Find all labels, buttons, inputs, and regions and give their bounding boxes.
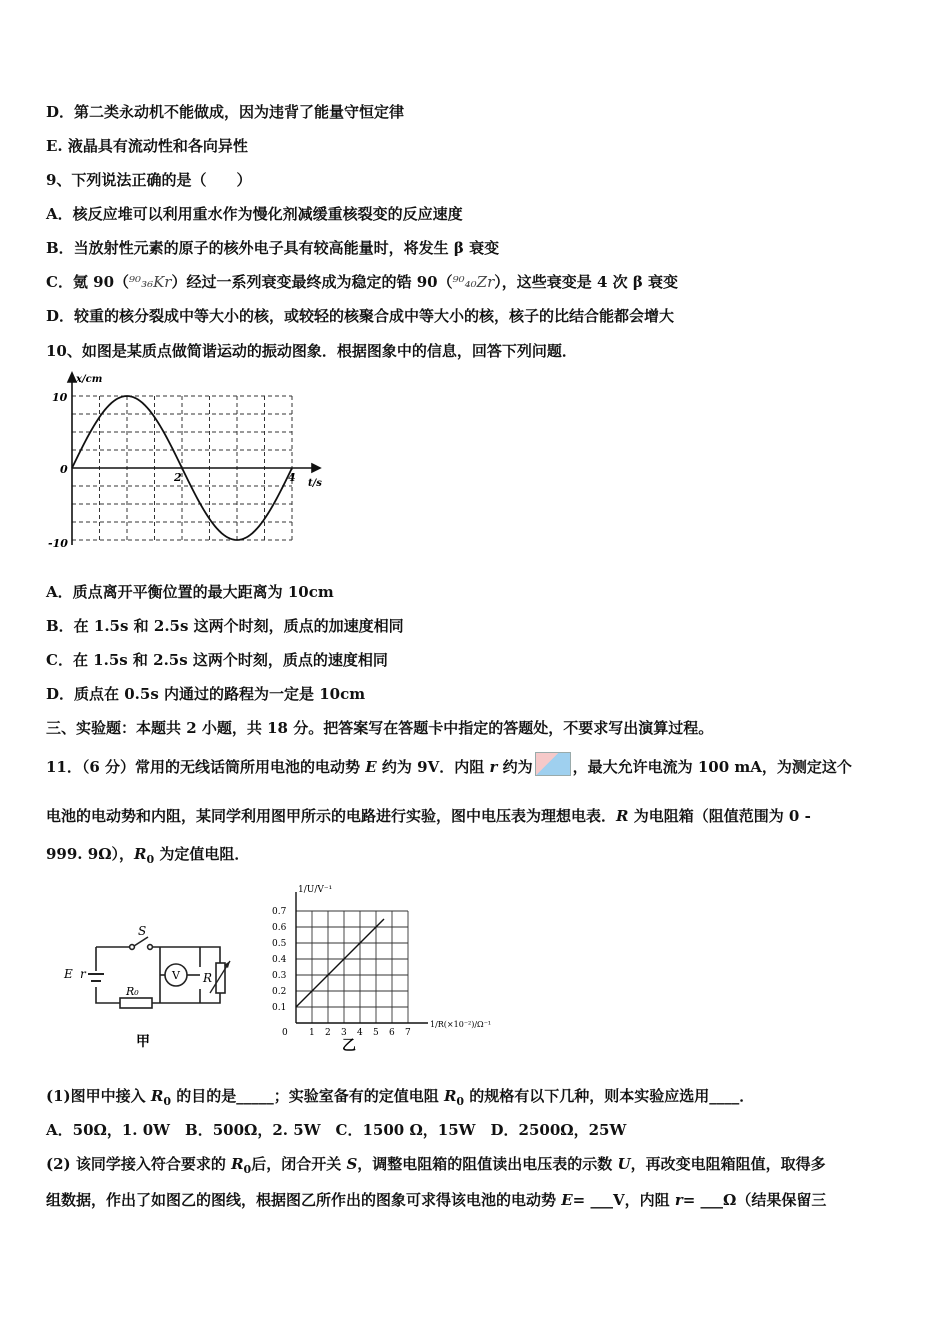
q9-stem: 9、下列说法正确的是（ ）	[46, 171, 252, 189]
x-tick-label: 2	[325, 1028, 331, 1038]
fit-line	[296, 919, 384, 1007]
q11-l1-c: 约为	[497, 758, 533, 776]
q11-p2-a: (2) 该同学接入符合要求的	[46, 1155, 232, 1173]
x-tick-4: 4	[288, 471, 296, 484]
resistor-r0	[120, 998, 152, 1008]
q11-p2-s: S	[346, 1155, 358, 1173]
y-tick-label: 0.1	[272, 1003, 287, 1013]
label-s: S	[138, 925, 147, 938]
q11-l2-a: 电池的电动势和内阻，某同学利用图甲所示的电路进行实验，图中电压表为理想电表．	[46, 807, 617, 825]
x-tick-label: 3	[341, 1028, 347, 1038]
inverse-graph	[268, 880, 508, 1055]
y-tick-label: 0.4	[272, 955, 287, 965]
x-tick-label: 7	[405, 1028, 411, 1038]
q11-p2-u: U	[617, 1155, 631, 1173]
x-axis-arrow	[312, 464, 320, 472]
q11-line1	[46, 752, 852, 780]
q11-l2-r: R	[616, 807, 629, 825]
q10-option-c: C．在 1.5s 和 2.5s 这两个时刻，质点的速度相同	[46, 651, 388, 669]
q9-option-c-part3: ），这些衰变是 4 次 β 衰变	[494, 273, 679, 291]
q11-p1-sub: 0	[163, 1095, 171, 1108]
label-r: r	[80, 967, 86, 981]
y-axis-label: x/cm	[76, 374, 103, 385]
q9-option-a: A．核反应堆可以利用重水作为慢化剂减缓重核裂变的反应速度	[46, 205, 463, 223]
q10-option-a: A．质点离开平衡位置的最大距离为 10cm	[46, 583, 334, 601]
q8-option-d: D．第二类永动机不能做成，因为违背了能量守恒定律	[46, 103, 405, 121]
battery-icon	[88, 974, 104, 981]
y-axis-arrow	[68, 373, 76, 382]
x-tick-label: 0	[282, 1028, 288, 1038]
x-tick-label: 5	[373, 1028, 379, 1038]
x-tick-label: 1	[309, 1028, 315, 1038]
q10-option-d: D．质点在 0.5s 内通过的路程为一定是 10cm	[46, 685, 366, 703]
q8-option-e: E. 液晶具有流动性和各向异性	[46, 137, 248, 155]
q11-p3-r: r	[674, 1191, 683, 1209]
y-tick-label: 0.7	[272, 907, 287, 917]
y-tick-label: 0.6	[272, 923, 287, 933]
q11-part3	[46, 1190, 826, 1210]
q11-l3-b: 为定值电阻．	[154, 845, 250, 863]
switch-icon	[130, 937, 153, 949]
y-tick-neg10: -10	[48, 537, 68, 550]
q11-l1-e: E	[365, 758, 377, 776]
vibration-chart	[44, 370, 334, 555]
y-tick-label: 0.5	[272, 939, 287, 949]
q11-part2	[46, 1154, 826, 1180]
q11-p2-c: ，调整电阻箱的阻值读出电压表的示数	[357, 1155, 618, 1173]
x-tick-label: 4	[357, 1028, 363, 1038]
q11-p1-b: 的目的是_____；实验室备有的定值电阻	[170, 1087, 444, 1105]
label-r0: R₀	[126, 985, 139, 998]
label-v: V	[172, 969, 180, 982]
q11-p1-r0: R	[150, 1087, 164, 1105]
q9-option-d: D．较重的核分裂成中等大小的核，或较轻的核聚合成中等大小的核，核子的比结合能都会增大	[46, 307, 675, 325]
q11-p3-c: = ___Ω（结果保留三	[682, 1191, 827, 1209]
q11-p3-a: 组数据，作出了如图乙的图线，根据图乙所作出的图象可求得该电池的电动势	[46, 1191, 562, 1209]
label-r-box: R	[203, 971, 213, 985]
q11-p3-b: = ___V，内阻	[572, 1191, 675, 1209]
resistance-box-icon	[210, 961, 230, 993]
section3-title: 三、实验题：本题共 2 小题，共 18 分。把答案写在答题卡中指定的答题处，不要求写出演算过程。	[46, 719, 714, 737]
x-axis-label: t/s	[308, 478, 322, 489]
y-tick-10: 10	[52, 391, 68, 404]
circuit-diagram	[60, 925, 250, 1055]
q10-option-b: B．在 1.5s 和 2.5s 这两个时刻，质点的加速度相同	[46, 617, 404, 635]
x-tick-2: 2	[174, 471, 182, 484]
q11-l1-r: r	[489, 758, 498, 776]
q11-p1-r02: R	[443, 1087, 457, 1105]
q11-p1-c: 的规格有以下几种，则本实验应选用____．	[464, 1087, 755, 1105]
isotope-kr: ⁹⁰₃₆Kr	[129, 273, 172, 291]
caption-yi: 乙	[342, 1038, 356, 1054]
x-tick-label: 6	[389, 1028, 395, 1038]
q11-l3-a: 999. 9Ω），	[46, 845, 135, 863]
q11-p1-a: (1)图甲中接入	[46, 1087, 151, 1105]
q11-l2-b: 为电阻箱（阻值范围为 0 -	[628, 807, 811, 825]
q11-l1-a: 11．（6 分）常用的无线话筒所用电池的电动势	[46, 758, 366, 776]
q11-line2	[46, 806, 811, 826]
q11-p2-sub: 0	[243, 1163, 252, 1176]
isotope-zr: ⁹⁰₄₀Zr	[452, 273, 495, 291]
q9-option-c	[46, 272, 678, 292]
label-e: E	[64, 967, 73, 981]
q9-option-b: B．当放射性元素的原子的核外电子具有较高能量时，将发生 β 衰变	[46, 239, 500, 257]
graph-x-label: 1/R(×10⁻²)/Ω⁻¹	[430, 1020, 492, 1029]
q11-p2-d: ，再改变电阻箱阻值，取得多	[630, 1155, 826, 1173]
q11-l3-r0: R	[134, 845, 147, 863]
q11-p3-e: E	[561, 1191, 573, 1209]
y-tick-label: 0.2	[272, 987, 287, 997]
q11-part1	[46, 1086, 754, 1112]
broken-image-icon	[535, 752, 571, 776]
q9-option-c-part2: ）经过一系列衰变最终成为稳定的锆 90（	[171, 273, 453, 291]
q11-p2-b: 后，闭合开关	[251, 1155, 347, 1173]
q11-p1-sub2: 0	[456, 1095, 465, 1108]
y-tick-0: 0	[60, 463, 68, 476]
caption-jia: 甲	[136, 1034, 150, 1050]
q11-l1-b: 约为 9V．内阻	[376, 758, 490, 776]
q11-p2-r0: R	[231, 1155, 244, 1173]
graph-y-label: 1/U/V⁻¹	[298, 885, 333, 895]
q10-stem: 10、如图是某质点做简谐运动的振动图象．根据图象中的信息，回答下列问题．	[46, 342, 577, 360]
voltmeter-icon	[160, 964, 200, 986]
q11-options: A．50Ω，1. 0W B．500Ω，2. 5W C．1500 Ω，15W D．2500Ω，25W	[46, 1121, 627, 1139]
q11-l1-d: ，最大允许电流为 100 mA，为测定这个	[572, 758, 852, 776]
q11-l3-sub: 0	[146, 853, 155, 866]
q9-option-c-part1: C．氪 90（	[46, 273, 130, 291]
q11-line3	[46, 844, 249, 870]
y-tick-label: 0.3	[272, 971, 287, 981]
